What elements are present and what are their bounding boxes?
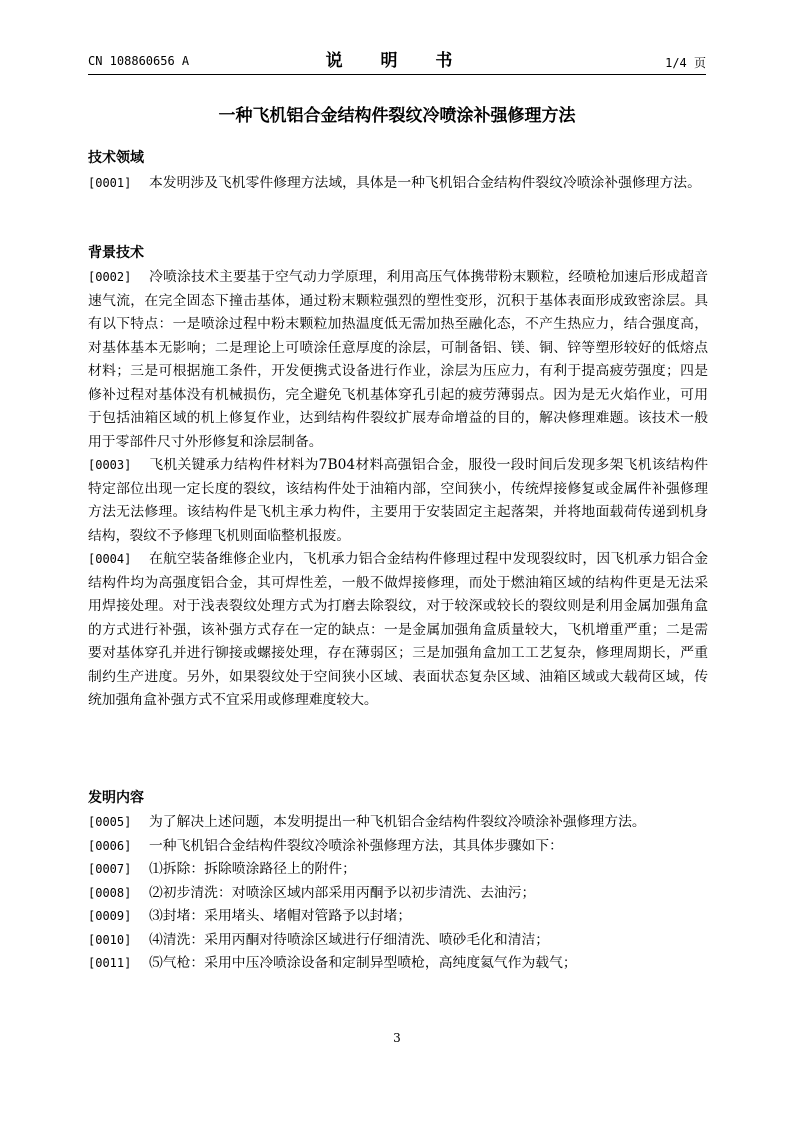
step-text: ⑴拆除：拆除喷涂路径上的附件； bbox=[149, 861, 356, 877]
section-heading: 背景技术 bbox=[88, 245, 144, 261]
step-text: ⑵初步清洗：对喷涂区域内部采用丙酮予以初步清洗、去油污； bbox=[149, 884, 536, 901]
step-text: ⑸气枪：采用中压冷喷涂设备和定制异型喷枪，高纯度氦气作为载气； bbox=[149, 955, 577, 971]
step-item bbox=[88, 905, 708, 929]
paragraph-number: [0011] bbox=[88, 956, 132, 970]
paragraph-number: [0009] bbox=[88, 909, 132, 923]
section-heading: 发明内容 bbox=[88, 790, 144, 806]
paragraph bbox=[88, 548, 708, 713]
step-text: ⑷清洗：采用丙酮对待喷涂区域进行仔细清洗、喷砂毛化和清洁； bbox=[149, 931, 550, 948]
section-background bbox=[88, 242, 708, 713]
document-title: 一种飞机铝合金结构件裂纹冷喷涂补强修理方法 bbox=[218, 106, 576, 126]
paragraph-text: 飞机关键承力结构件材料为7B04材料高强铝合金，服役一段时间后发现多架飞机该结构件特定部位出现一定长度的裂纹，该结构件处于油箱内部，空间狭小，传统焊接修复或金属件补强修理方法无法修理。该结构件是飞机主承力构件，主要用于安装固定主起落架，并将地面载荷传递到机身结构，裂纹不予修理飞机则面临整机报废。 bbox=[88, 457, 708, 544]
section-heading: 技术领域 bbox=[88, 150, 144, 166]
paragraph-number: [0006] bbox=[88, 838, 132, 853]
paragraph bbox=[88, 266, 708, 454]
paragraph-text: 本发明涉及飞机零件修理方法域，具体是一种飞机铝合金结构件裂纹冷喷涂补强修理方法。 bbox=[149, 175, 701, 191]
paragraph-text: 为了解决上述问题，本发明提出一种飞机铝合金结构件裂纹冷喷涂补强修理方法。 bbox=[149, 814, 646, 830]
document-type: 说 明 书 bbox=[325, 51, 469, 71]
paragraph-number: [0008] bbox=[88, 885, 132, 900]
step-item bbox=[88, 929, 708, 953]
paragraph-number: [0007] bbox=[88, 862, 132, 876]
paragraph bbox=[88, 454, 708, 548]
paragraph-text: 在航空装备维修企业内，飞机承力铝合金结构件修理过程中发现裂纹时，因飞机承力铝合金结构件均为高强度铝合金，其可焊性差，一般不做焊接修理，而处于燃油箱区域的结构件更是无法采用焊接处理。对于浅表裂纹处理方式为打磨去除裂纹，对于较深或较长的裂纹则是利用金属加强角盒的方式进行补强，该补强方式存在一定的缺点：一是金属加强角盒质量较大，飞机增重严重；二是需要对基体穿孔并进行铆接或螺接处理，存在薄弱区；三是加强角盒加工工艺复杂，修理周期长，严重制约生产进度。另外，如果裂纹处于空间狭小区域、表面状态复杂区域、油箱区域或大载荷区域，传统加强角盒补强方式不宜采用或修理难度较大。 bbox=[88, 551, 708, 708]
paragraph bbox=[88, 811, 708, 835]
page-header bbox=[88, 46, 706, 74]
page-number: 3 bbox=[393, 1031, 401, 1045]
paragraph-number: [0010] bbox=[88, 932, 132, 947]
paragraph-text: 一种飞机铝合金结构件裂纹冷喷涂补强修理方法，其具体步骤如下： bbox=[149, 837, 563, 854]
patent-number: CN 108860656 A bbox=[88, 54, 190, 68]
paragraph-text: 冷喷涂技术主要基于空气动力学原理，利用高压气体携带粉末颗粒，经喷枪加速后形成超音速气流，在完全固态下撞击基体，通过粉末颗粒强烈的塑性变形，沉积于基体表面形成致密涂层。具有以下特点：一是喷涂过程中粉末颗粒加热温度低无需加热至融化态，不产生热应力，结合强度高，对基体基本无影响；二是理论上可喷涂任意厚度的涂层，可制备铝、镁、铜、锌等塑形较好的低熔点材料；三是可根据施工条件，开发便携式设备进行作业，涂层为压应力，有利于提高疲劳强度；四是修补过程对基体没有机械损伤，完全避免飞机基体穿孔引起的疲劳薄弱点。因为是无火焰作业，可用于包括油箱区域的机上修复作业，达到结构件裂纹扩展寿命增益的目的，解决修理难题。该技术一般用于零部件尺寸外形修复和涂层制备。 bbox=[88, 269, 708, 450]
paragraph bbox=[88, 172, 708, 196]
section-invention-content bbox=[88, 787, 708, 976]
step-item bbox=[88, 882, 708, 906]
header-divider bbox=[88, 74, 706, 75]
paragraph-number: [0002] bbox=[88, 270, 132, 284]
section-technical-field bbox=[88, 147, 708, 196]
paragraph bbox=[88, 835, 708, 859]
page-indicator: 1/4 页 bbox=[665, 56, 706, 70]
step-item bbox=[88, 858, 708, 882]
paragraph-number: [0003] bbox=[88, 458, 132, 472]
step-item bbox=[88, 952, 708, 976]
paragraph-number: [0004] bbox=[88, 552, 132, 566]
paragraph-number: [0001] bbox=[88, 176, 132, 190]
step-text: ⑶封堵：采用堵头、堵帽对管路予以封堵； bbox=[149, 908, 412, 924]
paragraph-number: [0005] bbox=[88, 815, 132, 829]
